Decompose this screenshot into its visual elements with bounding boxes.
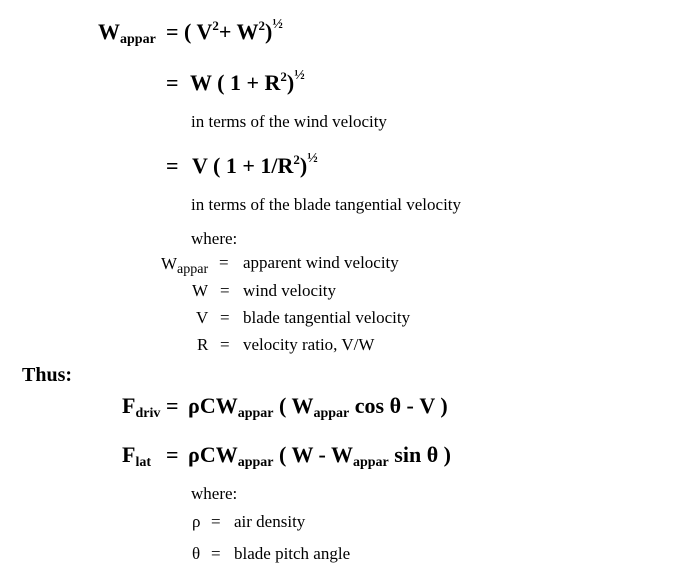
equation-f-driv xyxy=(122,393,160,419)
eq1-square-1: 2 xyxy=(212,18,219,33)
rho-c-w: ρCW xyxy=(188,442,238,467)
def-symbol-theta: θ xyxy=(192,544,201,563)
subscript-appar: appar xyxy=(237,406,274,421)
equation-1-rhs xyxy=(166,19,283,45)
equals-sign: = xyxy=(166,393,179,418)
eq3-close: ) xyxy=(299,153,308,178)
f-driv-rhs xyxy=(166,393,448,419)
equals-sign: = xyxy=(166,70,179,95)
def-symbol-w: W xyxy=(192,281,209,300)
f-lat-mid: ( W - W xyxy=(273,442,353,467)
def-equals: = xyxy=(220,308,230,327)
subscript-lat: lat xyxy=(135,455,152,470)
equation-apparent-wind xyxy=(98,19,156,45)
def-equals: = xyxy=(220,335,230,354)
thus-heading: Thus: xyxy=(22,364,73,386)
where-label-2: where: xyxy=(191,484,238,503)
eq2-body: W ( 1 + R xyxy=(190,70,281,95)
symbol-w: W xyxy=(98,19,120,44)
subscript-driv: driv xyxy=(135,406,161,421)
def-equals: = xyxy=(220,281,230,300)
def-equals: = xyxy=(219,253,229,272)
def-symbol-rho: ρ xyxy=(192,512,201,531)
eq1-square-2: 2 xyxy=(258,18,266,33)
symbol-f: F xyxy=(122,442,136,467)
eq3-body: V ( 1 + 1/R xyxy=(192,153,294,178)
def-equals: = xyxy=(211,544,221,563)
equals-sign: = xyxy=(166,442,179,467)
def-desc: air density xyxy=(234,512,306,531)
equation-f-lat xyxy=(122,442,151,468)
def-desc: wind velocity xyxy=(243,281,337,300)
def-symbol-wappar: $W_{appar}$ xyxy=(161,254,209,277)
symbol-f: F xyxy=(122,393,136,418)
eq1-plus: + W xyxy=(218,19,259,44)
def-desc: blade tangential velocity xyxy=(243,308,411,327)
eq3-square: 2 xyxy=(293,152,300,167)
f-driv-mid: ( W xyxy=(273,393,314,418)
eq3-half-power: ½ xyxy=(307,151,318,166)
where-label: where: xyxy=(191,229,238,248)
eq2-note: in terms of the wind velocity xyxy=(191,112,387,131)
eq2-square: 2 xyxy=(280,69,287,84)
equals-sign: = xyxy=(166,19,179,44)
f-lat-tail: sin θ ) xyxy=(388,442,451,467)
subscript-appar: appar xyxy=(237,455,274,470)
subscript-appar: appar xyxy=(120,32,156,47)
equals-sign: = xyxy=(166,153,179,178)
def-symbol-v: V xyxy=(196,308,209,327)
def-desc: blade pitch angle xyxy=(234,544,351,563)
eq3-note: in terms of the blade tangential velocity xyxy=(191,195,462,214)
def-symbol-r: R xyxy=(197,335,209,354)
eq2-close: ) xyxy=(286,70,295,95)
f-lat-rhs xyxy=(166,442,451,468)
eq1-close: ) xyxy=(265,19,273,44)
equation-3 xyxy=(166,153,318,179)
subscript-appar: appar xyxy=(352,455,389,470)
def-equals: = xyxy=(211,512,221,531)
subscript-appar: appar xyxy=(313,406,350,421)
def-desc: apparent wind velocity xyxy=(243,253,399,272)
eq1-half-power: ½ xyxy=(272,17,283,32)
f-driv-tail: cos θ - V ) xyxy=(349,393,448,418)
rho-c-w: ρCW xyxy=(188,393,238,418)
eq2-half-power: ½ xyxy=(294,68,305,83)
def-desc: velocity ratio, V/W xyxy=(243,335,375,354)
equation-2 xyxy=(166,70,305,96)
eq1-open: ( V xyxy=(184,19,213,44)
